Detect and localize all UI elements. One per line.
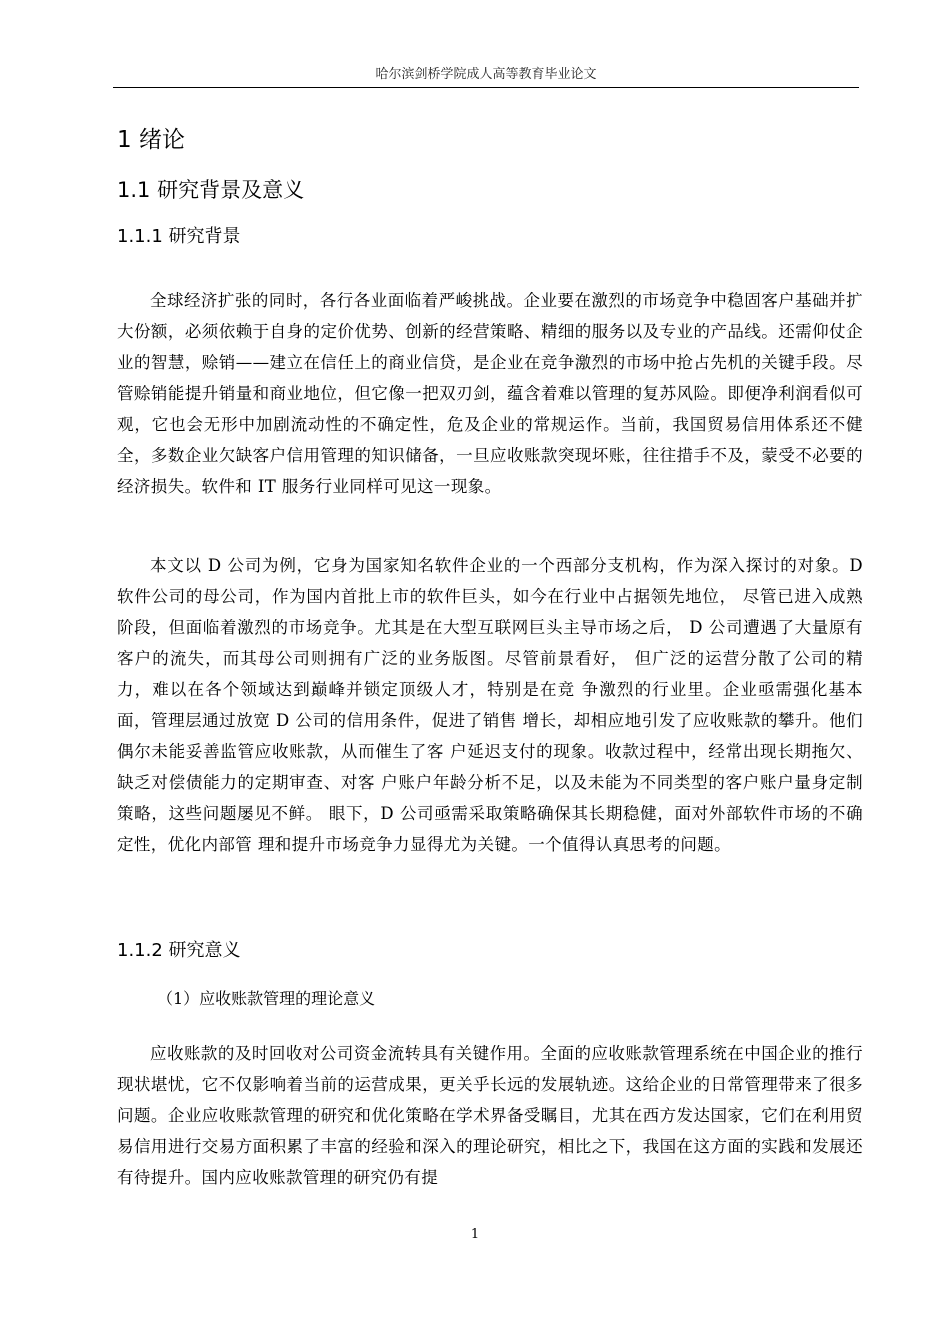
page-number: 1 [470, 1227, 480, 1242]
header-divider [113, 87, 859, 88]
section-heading: 1.1 研究背景及意义 [117, 178, 305, 202]
list-item-theoretical-significance: （1）应收账款管理的理论意义 [157, 989, 376, 1008]
paragraph-background-1: 全球经济扩张的同时，各行各业面临着严峻挑战。企业要在激烈的市场竞争中稳固客户基础并扩大份额，必须依赖于自身的定价优势、创新的经营策略、精细的服务以及专业的产品线。还需仰仗企业的智慧，赊销——建立在信任上的商业信贷，是企业在竞争激烈的市场中抢占先机的关键手段。尽管赊销能提升销量和商业地位，但它像一把双刃剑，蕴含着难以管理的复苏风险。即便净利润看似可观，它也会无形中加剧流动性的不确定性，危及企业的常规运作。当前，我国贸易信用体系还不健全，多数企业欠缺客户信用管理的知识储备，一旦应收账款突现坏账，往往措手不及，蒙受不必要的经济损失。软件和 IT 服务行业同样可见这一现象。 [117, 290, 863, 496]
paragraph-significance-1: 应收账款的及时回收对公司资金流转具有关键作用。全面的应收账款管理系统在中国企业的推行现状堪忧，它不仅影响着当前的运营成果，更关乎长远的发展轨迹。这给企业的日常管理带来了很多问题。企业应收账款管理的研究和优化策略在学术界备受瞩目，尤其在西方发达国家，它们在利用贸易信用进行交易方面积累了丰富的经验和深入的理论研究，相比之下，我国在这方面的实践和发展还有待提升。国内应收账款管理的研究仍有提 [117, 1043, 863, 1187]
page-header-title: 哈尔滨剑桥学院成人高等教育毕业论文 [375, 67, 597, 82]
subsection-heading-significance: 1.1.2 研究意义 [117, 940, 241, 961]
paragraph-background-2: 本文以 D 公司为例，它身为国家知名软件企业的一个西部分支机构，作为深入探讨的对象。D 软件公司的母公司，作为国内首批上市的软件巨头，如今在行业中占据领先地位， 尽管已进入成熟阶段，但面临着激烈的市场竞争。尤其是在大型互联网巨头主导市场之后， D 公司遭遇了大量原有客户的流失，而其母公司则拥有广泛的业务版图。尽管前景看好， 但广泛的运营分散了公司的精力，难以在各个领域达到巅峰并锁定顶级人才，特别是在竞 争激烈的行业里。企业亟需强化基本面，管理层通过放宽 D 公司的信用条件，促进了销售 增长，却相应地引发了应收账款的攀升。他们偶尔未能妥善监管应收账款，从而催生了客 户延迟支付的现象。收款过程中，经常出现长期拖欠、缺乏对偿债能力的定期审查、对客 户账户年龄分析不足，以及未能为不同类型的客户账户量身定制策略，这些问题屡见不鲜。 眼下，D 公司亟需采取策略确保其长期稳健，面对外部软件市场的不确定性，优化内部管 理和提升市场竞争力显得尤为关键。一个值得认真思考的问题。 [117, 555, 863, 854]
subsection-heading-background: 1.1.1 研究背景 [117, 226, 241, 247]
chapter-heading: 1 绪论 [117, 127, 185, 153]
